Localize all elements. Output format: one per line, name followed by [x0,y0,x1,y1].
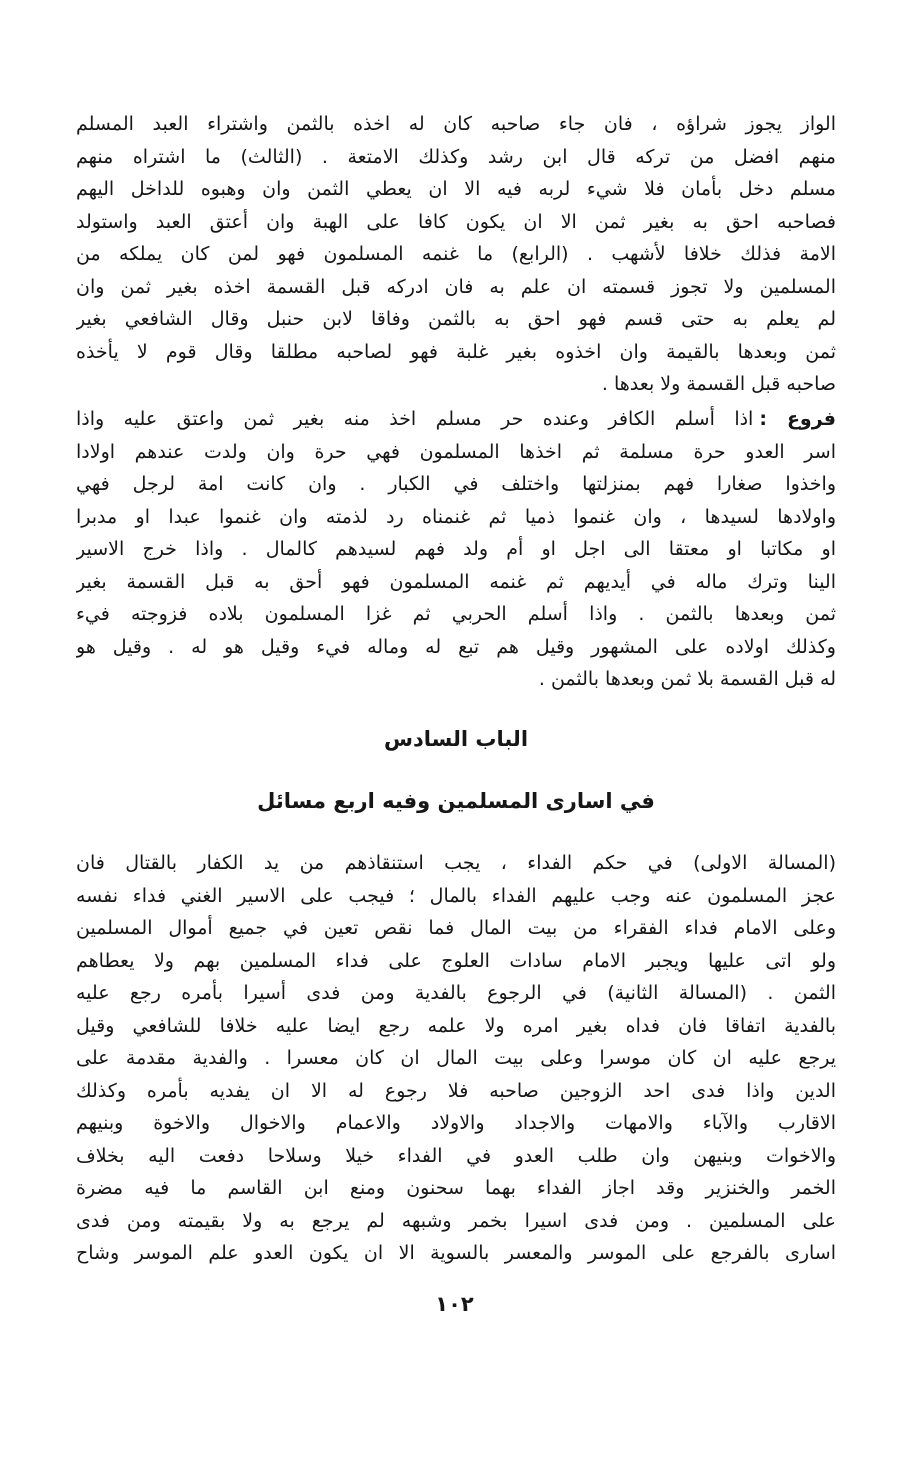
text-line: الاقارب والآباء والامهات والاجداد والاولاد والاعمام والاخوال والاخوة وبنيهم [76,1112,836,1134]
text-line: ثمن وبعدها بالثمن . واذا أسلم الحربي ثم غزا المسلمون بلاده فزوجته فيء [76,603,836,625]
paragraph-2 [76,403,836,696]
text-line: بالفدية اتفاقا فان فداه بغير امره ولا علمه رجع ايضا عليه خلافا للشافعي وقيل [76,1014,836,1037]
text-line: الواز يجوز شراؤه ، فان جاء صاحبه كان له اخذه بالثمن واشتراء العبد المسلم [76,113,836,135]
text-line: فصاحبه احق به بغير ثمن الا ان يكون كافا على الهبة وان أعتق العبد واستولد [76,210,836,233]
text-line: على المسلمين . ومن فدى اسيرا بخمر وشبهه لم يرجع به ولا بقيمته ومن فدى [76,1209,836,1232]
text-line: اسارى بالفرجع على الموسر والمعسر بالسوية الا ان يكون العدو علم الموسر وشاح [76,1242,836,1264]
text-line: مسلم دخل بأمان فلا شيء لربه فيه الا ان يعطي الثمن وان وهبوه للداخل اليهم [76,178,836,200]
text-line: والاخوات وبنيهن وان طلب العدو في الفداء خيلا وسلاحا دفعت اليه بخلاف [76,1144,836,1167]
text-line-with-term [76,403,836,436]
text-line: صاحبه قبل القسمة ولا بعدها . [601,373,836,395]
text-line: الدين واذا فدى احد الزوجين صاحبه فلا رجوع له الا ان يفديه بأمره وكذلك [76,1079,836,1102]
text-line: او مكاتبا او معتقا الى اجل او أم ولد فهم لسيدهم كالمال . واذا خرج الاسير [76,538,836,560]
text-line: وكذلك اولاده على المشهور وقيل هم تبع له وماله فيء وقيل هو له . وقيل هو [76,635,836,658]
text-line: ثمن وبعدها بالقيمة وان اخذوه بغير غلبة فهو لصاحبه مطلقا وقال قوم لا يأخذه [76,340,836,363]
text-line: واولادها لسيدها ، وان غنموا ذميا ثم غنمناه رد لذمته وان غنموا عبدا او مدبرا [76,505,836,528]
chapter-title: الباب السادس [383,727,529,751]
text-line: واخذوا صغارا فهم بمنزلتها واختلف في الكبار . وان كانت امة لرجل فهي [76,473,836,495]
text-line: لم يعلم به حتى قسم فهو احق به بالثمن وفاقا لابن حنبل وقال الشافعي بغير [76,308,836,330]
text-line: وعلى الامام فداء الفقراء من بيت المال فما نقص تعين في جميع أموال المسلمين [76,917,836,939]
text-line: اسر العدو حرة مسلمة ثم اخذها المسلمون فهي حرة وان ولدت عندهم اولادا [76,440,836,463]
text-line: الامة فذلك خلافا لأشهب . (الرابع) ما غنمه المسلمون فهو لمن كان يملكه من [76,243,836,265]
chapter-subtitle: في اسارى المسلمين وفيه اربع مسائل [257,789,655,813]
text-line: منهم افضل من تركه قال ابن رشد وكذلك الامتعة . (الثالث) ما اشتراه منهم [76,145,836,168]
paragraph-1 [76,108,836,401]
text-line: (المسالة الاولى) في حكم الفداء ، يجب استنقاذهم من يد الكفار بالقتال فان [76,852,836,874]
text-line: له قبل القسمة بلا ثمن وبعدها بالثمن . [538,668,836,690]
paragraph-3 [76,847,836,1270]
text-line: عجز المسلمون عنه وجب عليهم الفداء بالمال ؛ فيجب على الاسير الغني فداء نفسه [76,884,836,907]
text-line: المسلمين ولا تجوز قسمته ان علم به فان ادركه قبل القسمة اخذه بغير ثمن وان [76,275,836,298]
text-line-rest: اذا أسلم الكافر وعنده حر مسلم اخذ منه بغير ثمن واعتق عليه واذا [76,408,754,430]
text-line: ولو اتى عليها ويجبر الامام سادات العلوج على فداء المسلمين بهم ولا يعطاهم [76,949,836,972]
text-line: الينا وترك ماله في أيديهم ثم غنمه المسلمون فهو أحق به قبل القسمة بغير [76,570,836,593]
text-line: الخمر والخنزير وقد اجاز الفداء بهما سحنون ومنع ابن القاسم ما فيه مضرة [76,1177,836,1199]
section-term: فروع : [759,408,836,430]
page-number: ١٠٢ [435,1292,474,1316]
text-line: الثمن . (المسالة الثانية) في الرجوع بالفدية ومن فدى أسيرا بأمره رجع عليه [76,982,836,1004]
text-line: يرجع عليه ان كان موسرا وعلى بيت المال ان كان معسرا . والفدية مقدمة على [76,1047,836,1069]
